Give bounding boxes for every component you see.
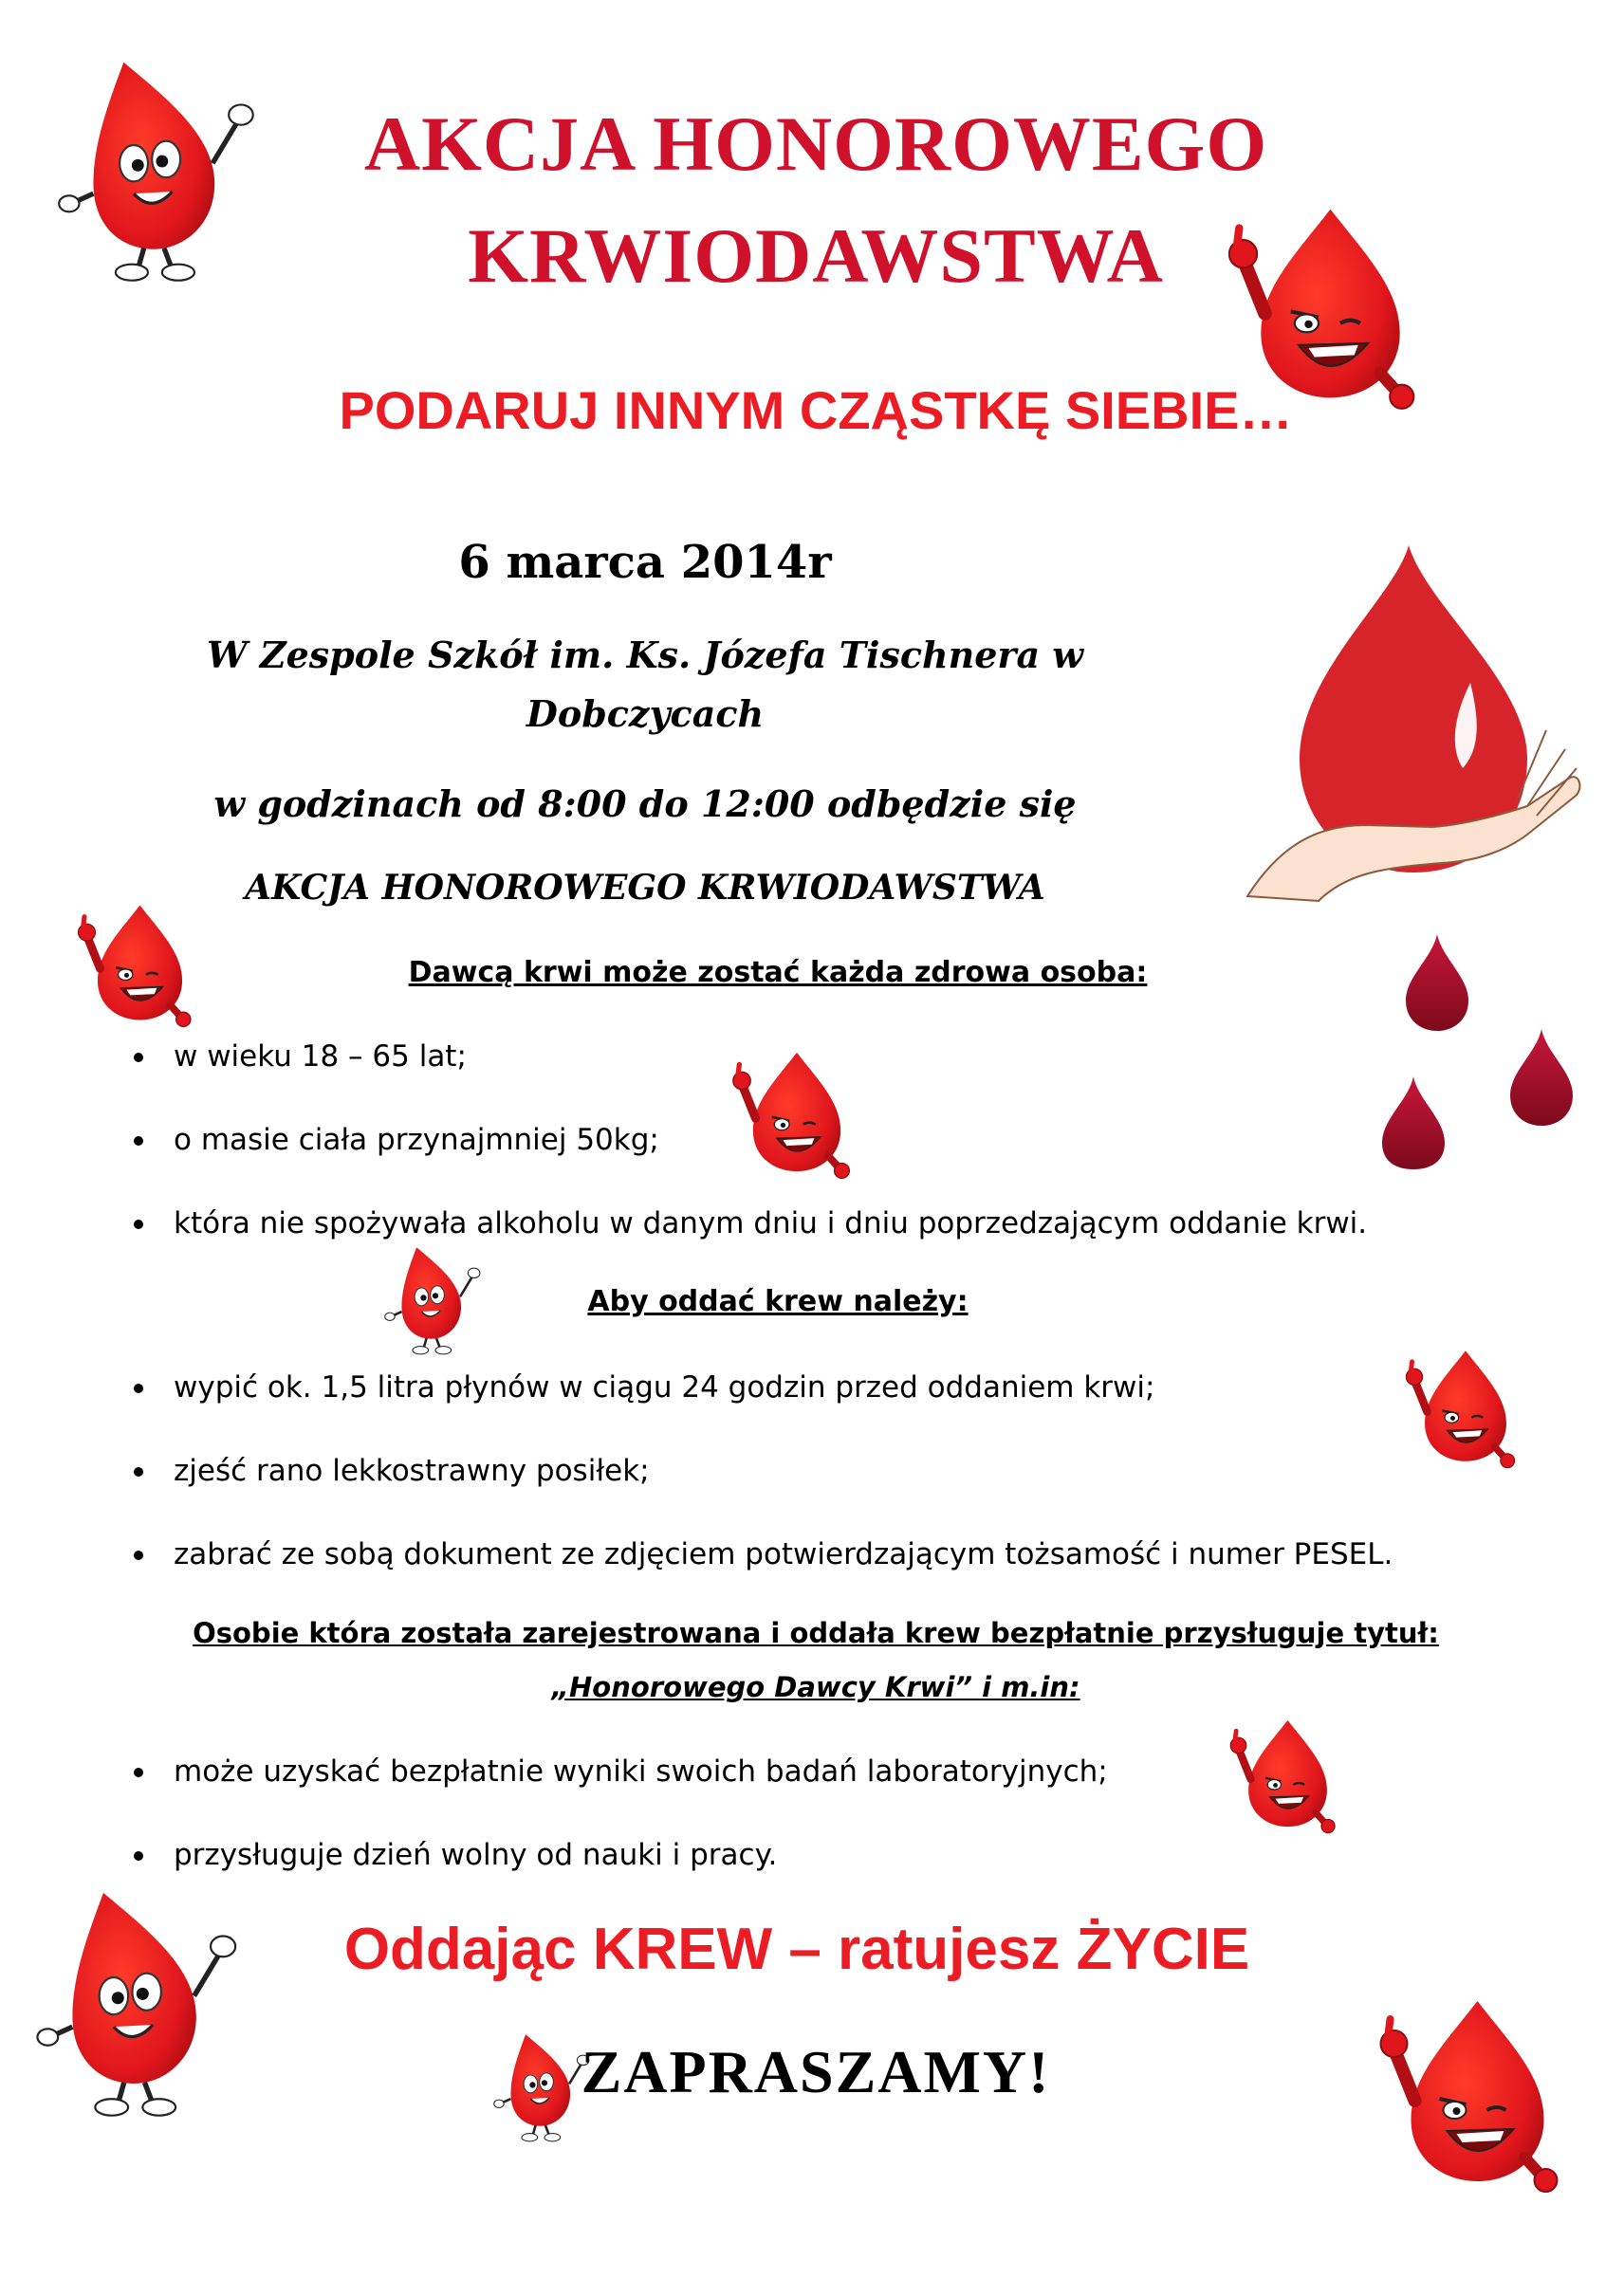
- prep-heading: Aby oddać krew należy:: [587, 1285, 969, 1318]
- blood-drops-icon: [1375, 925, 1584, 1171]
- title-line-1: AKCJA HONOROWEGO: [363, 101, 1268, 187]
- list-item: w wieku 18 – 65 lat;: [128, 1039, 1367, 1074]
- slogan: Oddając KREW – ratujesz ŻYCIE: [343, 1917, 1250, 1982]
- donor-heading: Dawcą krwi może zostać każda zdrowa osoba:: [408, 956, 1148, 989]
- prep-steps-list: [128, 1370, 1393, 1571]
- title-line-2: KRWIODAWSTWA: [468, 212, 1164, 299]
- blood-drop-mascot-thumbs-up-icon: [1228, 1712, 1347, 1835]
- benefits-heading-line-1: Osobie która została zarejestrowana i oddała krew bezpłatnie przysługuje tytuł:: [193, 1617, 1439, 1649]
- list-item: może uzyskać bezpłatnie wyniki swoich badań laboratoryjnych;: [128, 1754, 1108, 1789]
- invite: ZAPRASZAMY!: [581, 2038, 1051, 2105]
- list-item: przysługuje dzień wolny od nauki i pracy.: [128, 1838, 1108, 1872]
- benefits-heading-line-2: „Honorowego Dawcy Krwi” i m.in:: [551, 1671, 1080, 1703]
- blood-drop-in-hand-icon: [1243, 541, 1584, 906]
- list-item: która nie spożywała alkoholu w danym dniu i dniu poprzedzającym oddanie krwi.: [128, 1206, 1367, 1240]
- event-date: 6 marca 2014r: [458, 536, 832, 589]
- event-name: AKCJA HONOROWEGO KRWIODAWSTWA: [245, 868, 1045, 908]
- blood-drop-mascot-thumbs-up-icon: [1375, 1987, 1579, 2195]
- donor-conditions-list: [128, 1039, 1367, 1240]
- list-item: o masie ciała przynajmniej 50kg;: [128, 1123, 1367, 1157]
- benefits-list: [128, 1754, 1108, 1872]
- subtitle: PODARUJ INNYM CZĄSTKĘ SIEBIE…: [339, 380, 1293, 440]
- list-item: zabrać ze sobą dokument ze zdjęciem potwierdzającym tożsamość i numer PESEL.: [128, 1537, 1393, 1571]
- list-item: wypić ok. 1,5 litra płynów w ciągu 24 godzin przed oddaniem krwi;: [128, 1370, 1393, 1405]
- venue-line-1: W Zespole Szkół im. Ks. Józefa Tischnera w: [206, 634, 1084, 676]
- blood-drop-mascot-thumbs-up-icon: [76, 896, 204, 1029]
- blood-drop-mascot-thumbs-up-icon: [1404, 1342, 1527, 1470]
- blood-drop-mascot-wave-icon: [33, 1883, 256, 2120]
- list-item: zjeść rano lekkostrawny posiłek;: [128, 1454, 1393, 1488]
- event-hours: w godzinach od 8:00 do 12:00 odbędzie się: [213, 782, 1077, 825]
- venue-line-2: Dobczycach: [526, 692, 765, 735]
- blood-drop-mascot-wave-icon: [55, 52, 273, 285]
